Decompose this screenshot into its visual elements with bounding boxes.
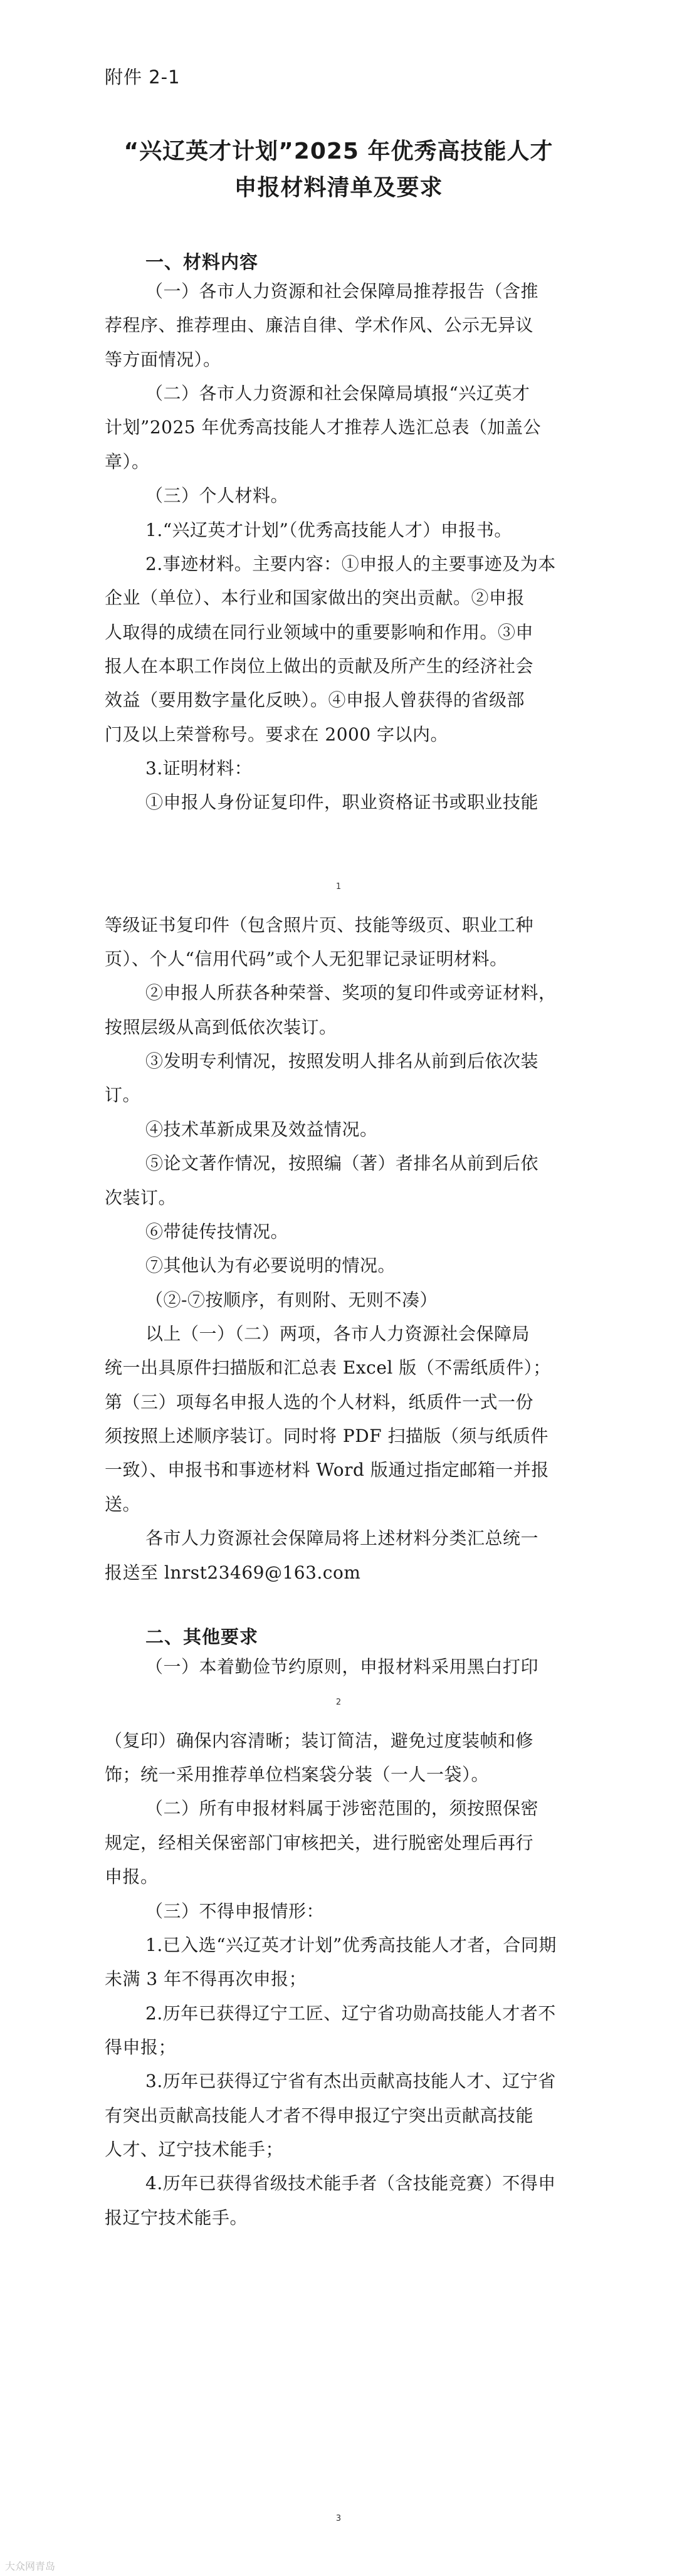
body-line: 报辽宁技术能手。 (105, 2207, 248, 2228)
body-line: 章）。 (105, 451, 150, 472)
body-line: 送。 (105, 1494, 141, 1515)
body-line: 按照层级从高到低依次装订。 (105, 1017, 337, 1038)
body-line: ①申报人身份证复印件，职业资格证书或职业技能 (145, 792, 539, 812)
watermark-text: 大众网青岛 (5, 2560, 56, 2572)
body-line: ③发明专利情况，按照发明人排名从前到后依次装 (145, 1051, 539, 1071)
body-line: 2.事迹材料。主要内容：①申报人的主要事迹及为本 (145, 554, 556, 574)
body-line: 以上（一）（二）两项，各市人力资源社会保障局 (145, 1323, 530, 1344)
body-line: 人取得的成绩在同行业领域中的重要影响和作用。③申 (105, 622, 534, 643)
body-line: 规定，经相关保密部门审核把关，进行脱密处理后再行 (105, 1832, 534, 1853)
document-title-line-2: 申报材料清单及要求 (234, 175, 443, 201)
body-line: 次装订。 (105, 1187, 177, 1208)
body-line: 3.证明材料： (145, 758, 253, 779)
body-line: 等方面情况）。 (105, 349, 221, 370)
body-line: ②申报人所获各种荣誉、奖项的复印件或旁证材料， (145, 982, 557, 1003)
body-line: 4.历年已获得省级技术能手者（含技能竞赛）不得申 (145, 2173, 556, 2194)
body-line: （一）各市人力资源和社会保障局推荐报告（含推 (145, 281, 539, 302)
body-line: 1.“兴辽英才计划”（优秀高技能人才）申报书。 (145, 520, 512, 540)
document-title-line-1: “兴辽英才计划”2025 年优秀高技能人才 (123, 139, 554, 164)
body-line: 订。 (105, 1085, 141, 1105)
body-line: 有突出贡献高技能人才者不得申报辽宁突出贡献高技能 (105, 2105, 534, 2126)
body-line: ⑤论文著作情况，按照编（著）者排名从前到后依 (145, 1153, 539, 1174)
body-line: 企业（单位）、本行业和国家做出的突出贡献。②申报 (105, 587, 525, 608)
attachment-label: 附件 2-1 (105, 66, 181, 88)
body-line: （一）本着勤俭节约原则，申报材料采用黑白打印 (145, 1656, 539, 1677)
body-line: 计划”2025 年优秀高技能人才推荐人选汇总表（加盖公 (105, 417, 541, 438)
body-line: （二）所有申报材料属于涉密范围的，须按照保密 (145, 1798, 539, 1819)
body-line: 人才、辽宁技术能手； (105, 2139, 284, 2160)
body-line: 效益（要用数字量化反映）。④申报人曾获得的省级部 (105, 690, 525, 710)
body-line: （三）个人材料。 (145, 485, 289, 506)
body-line: 报人在本职工作岗位上做出的贡献及所产生的经济社会 (105, 656, 534, 676)
body-line: 门及以上荣誉称号。要求在 2000 字以内。 (105, 724, 449, 745)
body-line: 等级证书复印件（包含照片页、技能等级页、职业工种 (105, 915, 534, 935)
body-line: 申报。 (105, 1866, 159, 1887)
body-line: （三）不得申报情形： (145, 1901, 325, 1921)
body-line: （②-⑦按顺序，有则附、无则不凑） (145, 1290, 438, 1310)
body-line: （二）各市人力资源和社会保障局填报“兴辽英才 (145, 383, 530, 404)
body-line: 统一出具原件扫描版和汇总表 Excel 版（不需纸质件）； (105, 1357, 551, 1378)
body-line: ④技术革新成果及效益情况。 (145, 1119, 378, 1140)
body-line: 3.历年已获得辽宁省有杰出贡献高技能人才、辽宁省 (145, 2071, 556, 2091)
page-number: 1 (335, 882, 342, 891)
body-line: 2.历年已获得辽宁工匠、辽宁省功勋高技能人才者不 (145, 2003, 556, 2024)
body-line: 未满 3 年不得再次申报； (105, 1969, 307, 1989)
page-number: 2 (335, 1698, 342, 1707)
body-line: 第（三）项每名申报人选的个人材料，纸质件一式一份 (105, 1392, 534, 1412)
body-line: 各市人力资源社会保障局将上述材料分类汇总统一 (145, 1528, 539, 1548)
body-line: 须按照上述顺序装订。同时将 PDF 扫描版（须与纸质件 (105, 1426, 549, 1446)
body-line: 一致）、申报书和事迹材料 Word 版通过指定邮箱一并报 (105, 1459, 549, 1480)
body-line: 得申报； (105, 2037, 177, 2058)
body-line: ⑥带徒传技情况。 (145, 1221, 289, 1242)
body-line: 页）、个人“信用代码”或个人无犯罪记录证明材料。 (105, 949, 508, 969)
body-line: 饰；统一采用推荐单位档案袋分装（一人一袋）。 (105, 1764, 490, 1785)
section-heading-materials: 一、材料内容 (145, 251, 259, 273)
body-line: 报送至 lnrst23469@163.com (105, 1562, 361, 1583)
body-line: （复印）确保内容清晰；装订简洁，避免过度装帧和修 (105, 1730, 534, 1751)
body-line: 1.已入选“兴辽英才计划”优秀高技能人才者，合同期 (145, 1935, 557, 1955)
section-heading-other-requirements: 二、其他要求 (145, 1626, 259, 1648)
body-line: ⑦其他认为有必要说明的情况。 (145, 1255, 396, 1276)
body-line: 荐程序、推荐理由、廉洁自律、学术作风、公示无异议 (105, 315, 534, 335)
page-number: 3 (335, 2514, 342, 2523)
